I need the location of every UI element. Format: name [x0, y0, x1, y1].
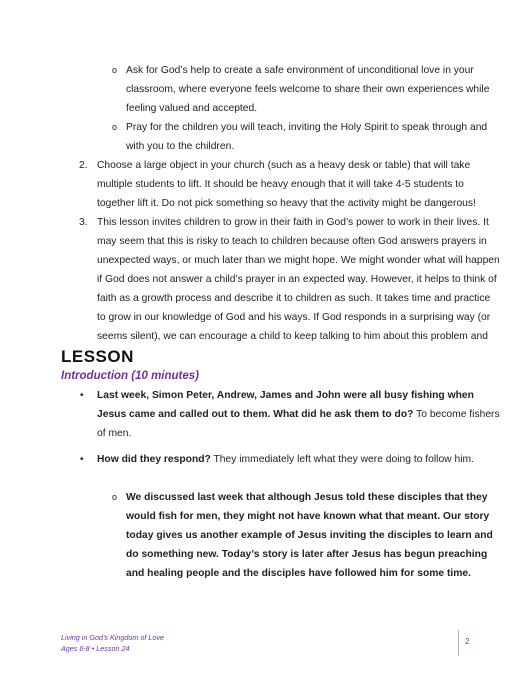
bullet-line: How did they respond? They immediately left what they were doing to follow him.: [97, 454, 474, 465]
sub-bullet-line: today gives us another example of Jesus inviting the disciples to learn and: [126, 530, 493, 541]
sub-bullet-marker: o: [112, 122, 118, 132]
sub-bullet-line: We discussed last week that although Jesus told these disciples that they: [126, 492, 488, 503]
list-item-line: multiple students to lift. It should be heavy enough that it will take 4-5 students to: [97, 179, 464, 190]
lesson-heading: LESSON: [61, 347, 134, 366]
list-number: 2.: [79, 160, 88, 171]
list-item-line: This lesson invites children to grow in their faith in God’s power to work in their lives. It: [97, 217, 489, 228]
sub-item-line: with you to the children.: [126, 141, 235, 152]
bullet-marker: •: [80, 454, 84, 465]
list-item-line: Choose a large object in your church (such as a heavy desk or table) that will take: [97, 160, 471, 171]
footer-subtitle: Ages 6-8 • Lesson 24: [61, 644, 130, 653]
bullet-marker: •: [80, 390, 84, 401]
list-item-line: together lift it. Do not pick something so heavy that the activity might be dangerous!: [97, 198, 476, 209]
bullet-line: of men.: [97, 428, 132, 439]
list-item-line: seems silent), we can encourage a child to keep talking to him about this problem and: [97, 331, 488, 342]
sub-bullet-line: and healing people and the disciples have followed him for some time.: [126, 568, 472, 579]
list-item-line: if God does not answer a child’s prayer in an expected way. However, it helps to think of: [97, 274, 497, 285]
sub-bullet-line: do something new. Today’s story is later after Jesus has begun preaching: [126, 549, 488, 560]
bullet-line: Jesus came and called out to them. What did he ask them to do? To become fishers: [97, 409, 500, 420]
sub-item-line: Pray for the children you will teach, inviting the Holy Spirit to speak through and: [126, 122, 488, 133]
page-number: 2: [465, 637, 470, 646]
sub-item-line: classroom, where everyone feels welcome to share their own experiences while: [126, 84, 490, 95]
list-item-line: to grow in our knowledge of God and his ways. If God responds in a surprising way (or: [97, 312, 491, 323]
list-item-line: faith as a growth process and describe it to children as such. It takes time and practice: [97, 293, 491, 304]
list-item-line: unexpected ways, or much later than we might hope. We might wonder what will happen: [97, 255, 500, 266]
sub-bullet-marker: o: [112, 65, 118, 75]
list-item-line: may seem that this is risky to teach to children because often God answers prayers in: [97, 236, 487, 247]
sub-bullet-line: would fish for men, they might not have known what that meant. Our story: [126, 511, 490, 522]
footer-divider: [458, 630, 459, 656]
footer-title: Living in God’s Kingdom of Love: [61, 633, 164, 642]
list-number: 3.: [79, 217, 88, 228]
bullet-line: Last week, Simon Peter, Andrew, James and John were all busy fishing when: [97, 390, 474, 401]
sub-item-line: Ask for God’s help to create a safe environment of unconditional love in your: [126, 65, 474, 76]
sub-bullet-marker: o: [112, 492, 118, 502]
sub-item-line: feeling valued and accepted.: [126, 103, 258, 114]
section-subheading: Introduction (10 minutes): [61, 370, 199, 382]
